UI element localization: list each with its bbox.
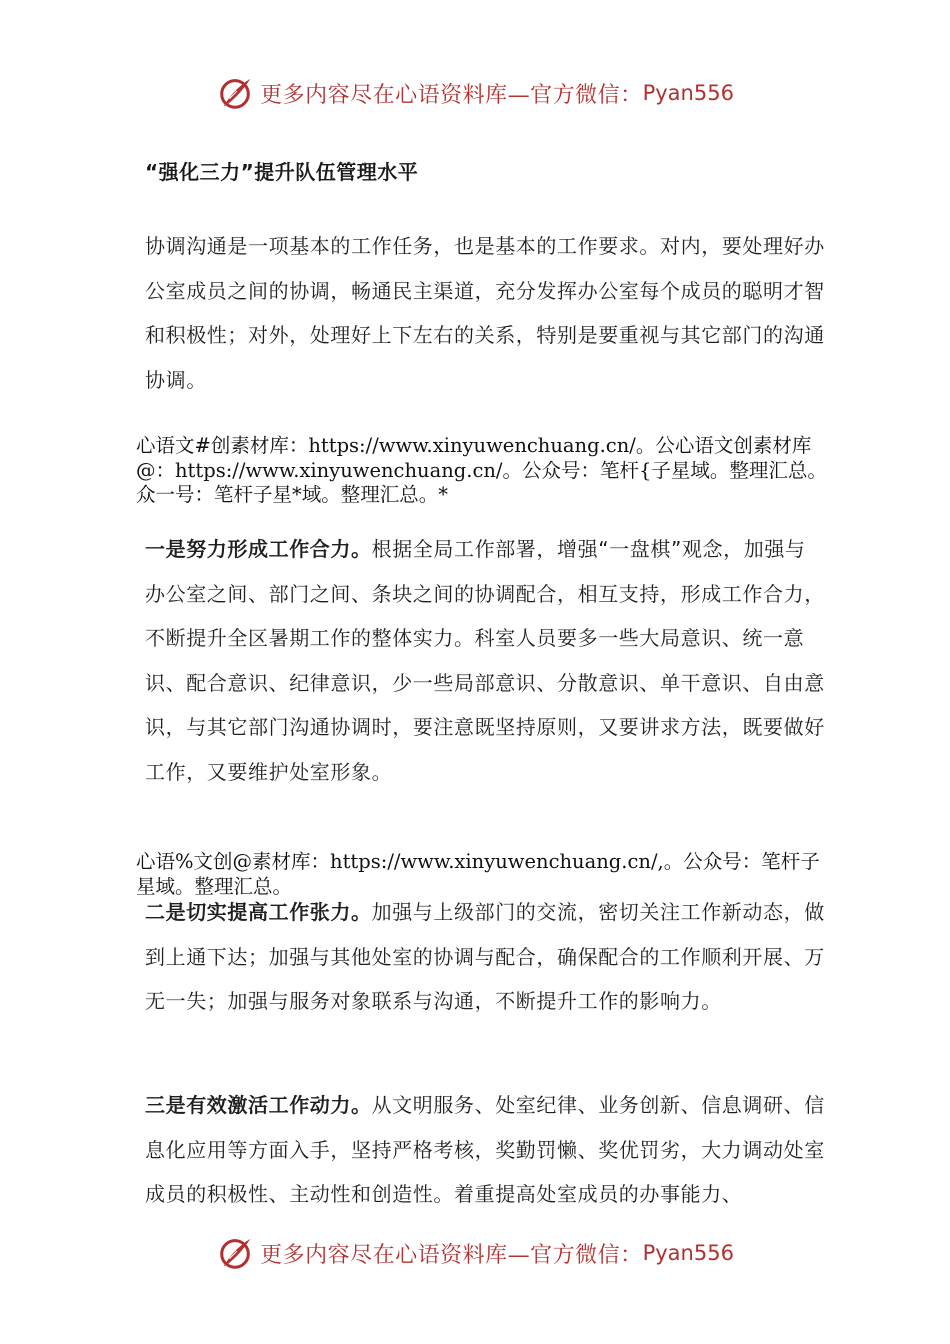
banner-wechat-id: Pyan556	[642, 1241, 734, 1265]
paragraph-lead: 一是努力形成工作合力。	[145, 537, 372, 561]
banner-wechat-id: Pyan556	[642, 81, 734, 105]
paragraph-item-3	[145, 1083, 825, 1217]
document-title: “强化三力”提升队伍管理水平	[145, 160, 419, 184]
paragraph-text: 加强与上级部门的交流，密切关注工作新动态，做到上通下达；加强与其他处室的协调与配合，确保配合的工作顺利开展、万无一失；加强与服务对象联系与沟通，不断提升工作的影响力。	[145, 900, 825, 1013]
paragraph-item-2	[145, 890, 825, 1024]
header-banner	[0, 68, 950, 118]
paragraph-item-1	[145, 527, 825, 794]
paragraph-text: 协调沟通是一项基本的工作任务，也是基本的工作要求。对内，要处理好办公室成员之间的协调，畅通民主渠道，充分发挥办公室每个成员的聪明才智和积极性；对外，处理好上下左右的关系，特别是要重视与其它部门的沟通协调。	[145, 234, 825, 392]
paragraph-text: 从文明服务、处室纪律、业务创新、信息调研、信息化应用等方面入手，坚持严格考核，奖勤罚懒、奖优罚劣，大力调动处室成员的积极性、主动性和创造性。着重提高处室成员的办事能力、	[145, 1093, 825, 1206]
footer-banner	[0, 1228, 950, 1278]
paragraph-lead: 二是切实提高工作张力。	[145, 900, 372, 924]
quill-logo-icon	[216, 74, 254, 112]
banner-text: 更多内容尽在心语资料库—官方微信：	[260, 82, 643, 108]
paragraph-intro	[145, 224, 825, 402]
watermark-note: 心语文#创素材库：https://www.xinyuwenchuang.cn/。公心语文创素材库@：https://www.xinyuwenchuang.cn/。公众号：笔杆{子星域。整理汇总。众一号：笔杆子星*域。整理汇总。*	[136, 434, 827, 506]
watermark-note: 心语%文创@素材库：https://www.xinyuwenchuang.cn/,。公众号：笔杆子星域。整理汇总。	[136, 850, 820, 898]
quill-logo-icon	[216, 1234, 254, 1272]
paragraph-lead: 三是有效激活工作动力。	[145, 1093, 372, 1117]
banner-text: 更多内容尽在心语资料库—官方微信：	[260, 1242, 643, 1268]
paragraph-text: 根据全局工作部署，增强“一盘棋”观念，加强与办公室之间、部门之间、条块之间的协调配合，相互支持，形成工作合力，不断提升全区暑期工作的整体实力。科室人员要多一些大局意识、统一意识、配合意识、纪律意识，少一些局部意识、分散意识、单干意识、自由意识，与其它部门沟通协调时，要注意既坚持原则，又要讲求方法，既要做好工作，又要维护处室形象。	[145, 537, 825, 784]
